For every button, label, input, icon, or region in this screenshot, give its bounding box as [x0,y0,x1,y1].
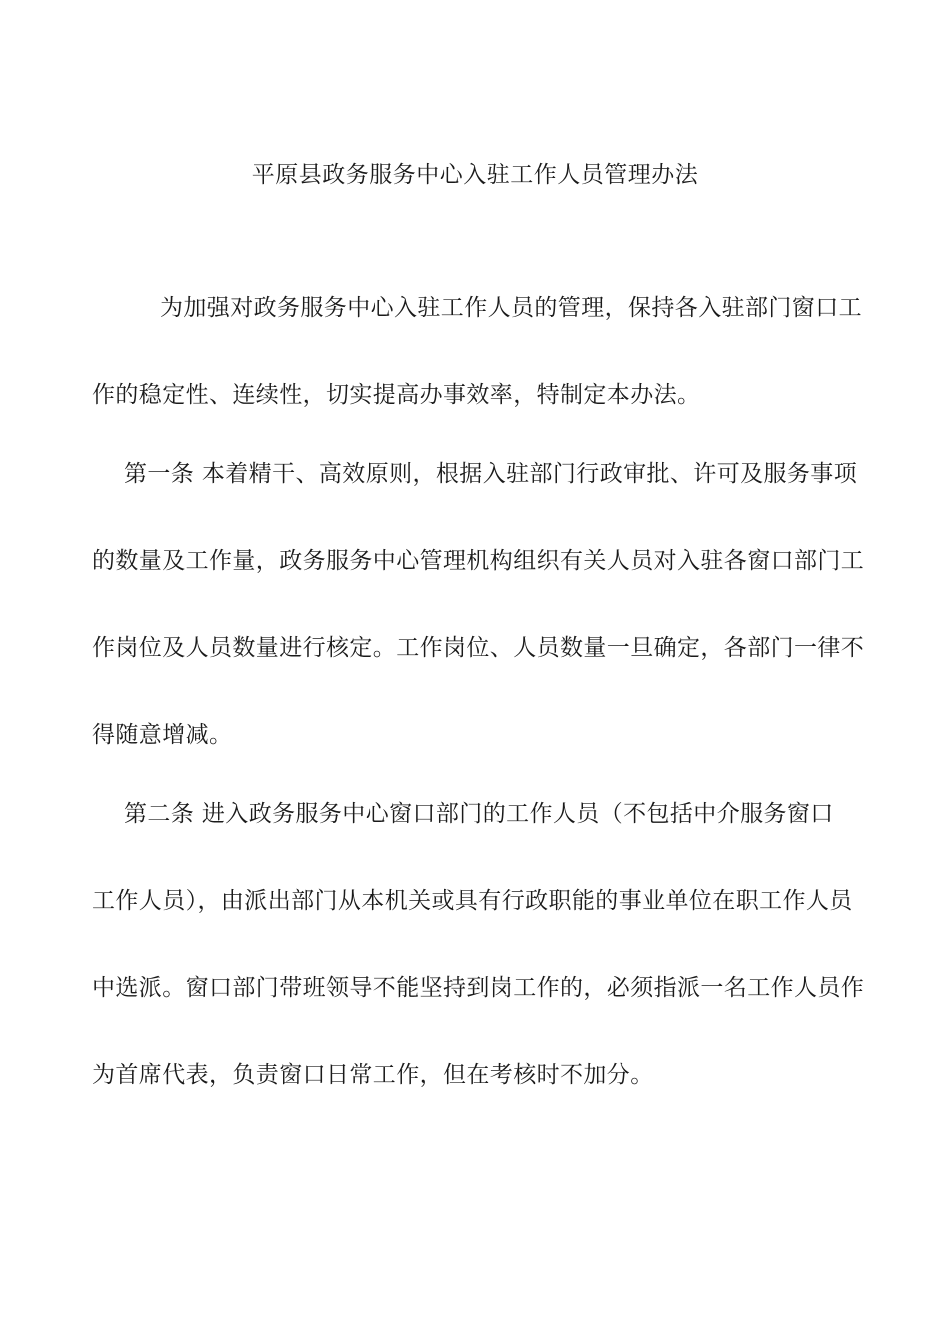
article-1-line: 作岗位及人员数量进行核定。工作岗位、人员数量一旦确定，各部门一律不 [92,635,865,661]
article-2-line: 工作人员），由派出部门从本机关或具有行政职能的事业单位在职工作人员 [92,888,853,914]
document-title: 平原县政务服务中心入驻工作人员管理办法 [251,162,699,188]
paragraph-line: 为加强对政务服务中心入驻工作人员的管理，保持各入驻部门窗口工 [160,295,862,321]
paragraph-line: 作的稳定性、连续性，切实提高办事效率，特制定本办法。 [92,382,701,408]
article-2-line: 第二条 进入政务服务中心窗口部门的工作人员（不包括中介服务窗口 [124,801,834,827]
article-1-line: 的数量及工作量，政务服务中心管理机构组织有关人员对入驻各窗口部门工 [92,548,865,574]
article-2-line: 中选派。窗口部门带班领导不能坚持到岗工作的，必须指派一名工作人员作 [92,975,865,1001]
article-1-line: 第一条 本着精干、高效原则，根据入驻部门行政审批、许可及服务事项 [124,461,858,487]
article-2-line: 为首席代表，负责窗口日常工作，但在考核时不加分。 [92,1062,654,1088]
article-1-line: 得随意增减。 [92,722,233,748]
